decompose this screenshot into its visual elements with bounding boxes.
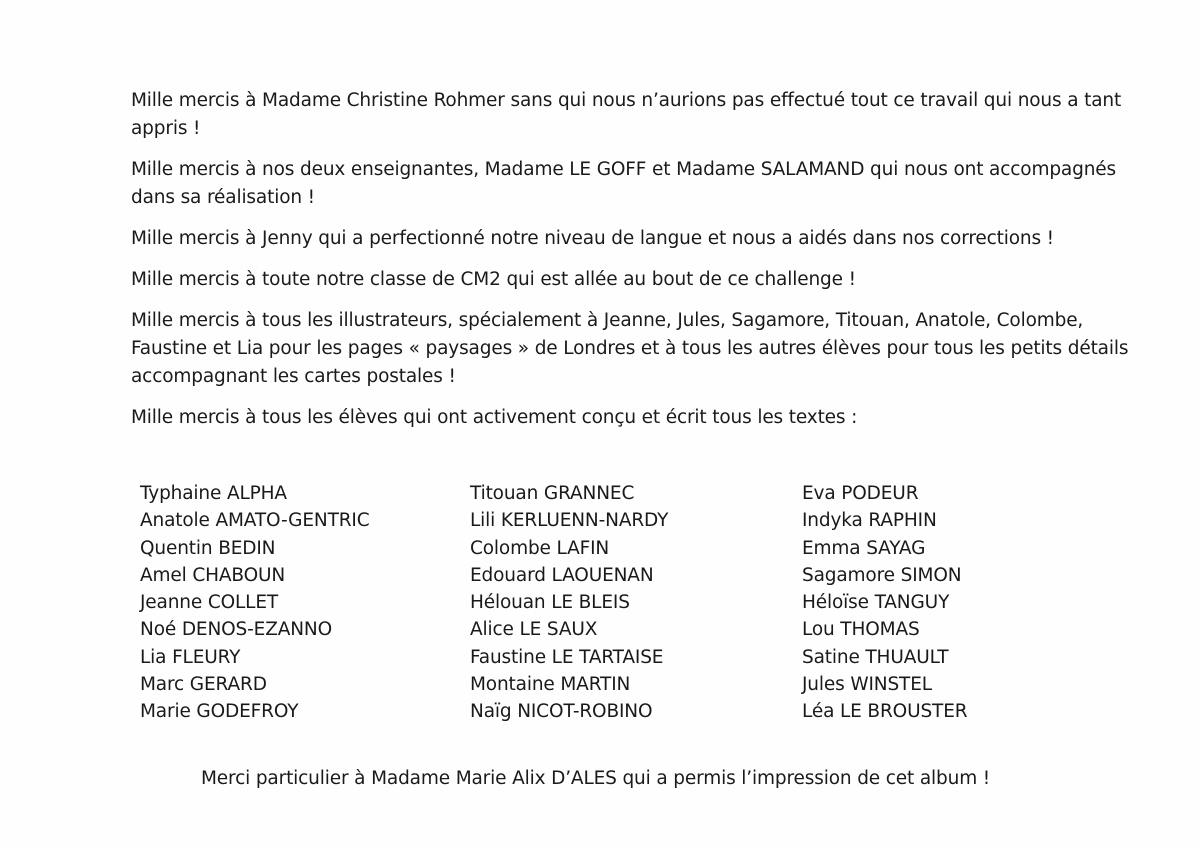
student-name: Lia FLEURY [140,646,241,668]
student-name: Edouard LAOUENAN [470,564,654,586]
student-name: Marc GERARD [140,674,267,696]
student-name: Hélouan LE BLEIS [470,592,630,614]
thanks-paragraph-rohmer: Mille mercis à Madame Christine Rohmer sans qui nous n’aurions pas effectué tout ce travail qui nous a tant appris ! [131,90,1122,139]
thanks-paragraph-class: Mille mercis à toute notre classe de CM2 qui est allée au bout de ce challenge ! [131,269,856,290]
special-thanks-footer: Merci particulier à Madame Marie Alix D’ALES qui a permis l’impression de cet album ! [201,768,991,789]
student-name: Jules WINSTEL [802,674,932,696]
student-column-2 [470,480,668,726]
student-name: Naïg NICOT-ROBINO [470,701,653,723]
student-name: Sagamore SIMON [802,564,962,586]
student-name: Jeanne COLLET [140,592,279,614]
student-name: Satine THUAULT [802,646,949,668]
student-name-list [140,480,1120,730]
student-name: Lou THOMAS [802,619,920,641]
student-name: Lili KERLUENN-NARDY [470,510,669,532]
thanks-paragraph-jenny: Mille mercis à Jenny qui a perfectionné notre niveau de langue et nous a aidés dans nos corrections ! [131,228,1054,249]
thanks-paragraph-teachers: Mille mercis à nos deux enseignantes, Madame LE GOFF et Madame SALAMAND qui nous ont accompagnés dans sa réalisation ! [131,159,1116,208]
thanks-paragraphs [131,87,1131,445]
student-name: Montaine MARTIN [470,674,631,696]
thanks-paragraph-students: Mille mercis à tous les élèves qui ont activement conçu et écrit tous les textes : [131,407,858,428]
student-column-3 [802,480,967,726]
student-column-1 [140,480,370,726]
student-name: Eva PODEUR [802,483,919,504]
student-name: Typhaine ALPHA [140,483,287,504]
student-name: Faustine LE TARTAISE [470,646,664,668]
student-name: Indyka RAPHIN [802,510,937,532]
student-name: Héloïse TANGUY [802,592,950,614]
student-name: Colombe LAFIN [470,537,610,559]
student-name: Noé DENOS-EZANNO [140,619,333,641]
thanks-paragraph-illustrators: Mille mercis à tous les illustrateurs, spécialement à Jeanne, Jules, Sagamore, Titouan, Anatole, Colombe, Faustine et Lia pour les pages « paysages » de Londres et à tous les autres élèves pour tous les petits détails accompagnant les cartes postales ! [131,310,1129,387]
student-name: Anatole AMATO-GENTRIC [140,510,370,532]
student-name: Alice LE SAUX [470,619,598,641]
student-name: Léa LE BROUSTER [802,701,968,723]
student-name: Emma SAYAG [802,537,926,559]
student-name: Titouan GRANNEC [470,483,635,504]
student-name: Marie GODEFROY [140,701,299,723]
student-name: Quentin BEDIN [140,537,276,559]
student-name: Amel CHABOUN [140,564,286,586]
